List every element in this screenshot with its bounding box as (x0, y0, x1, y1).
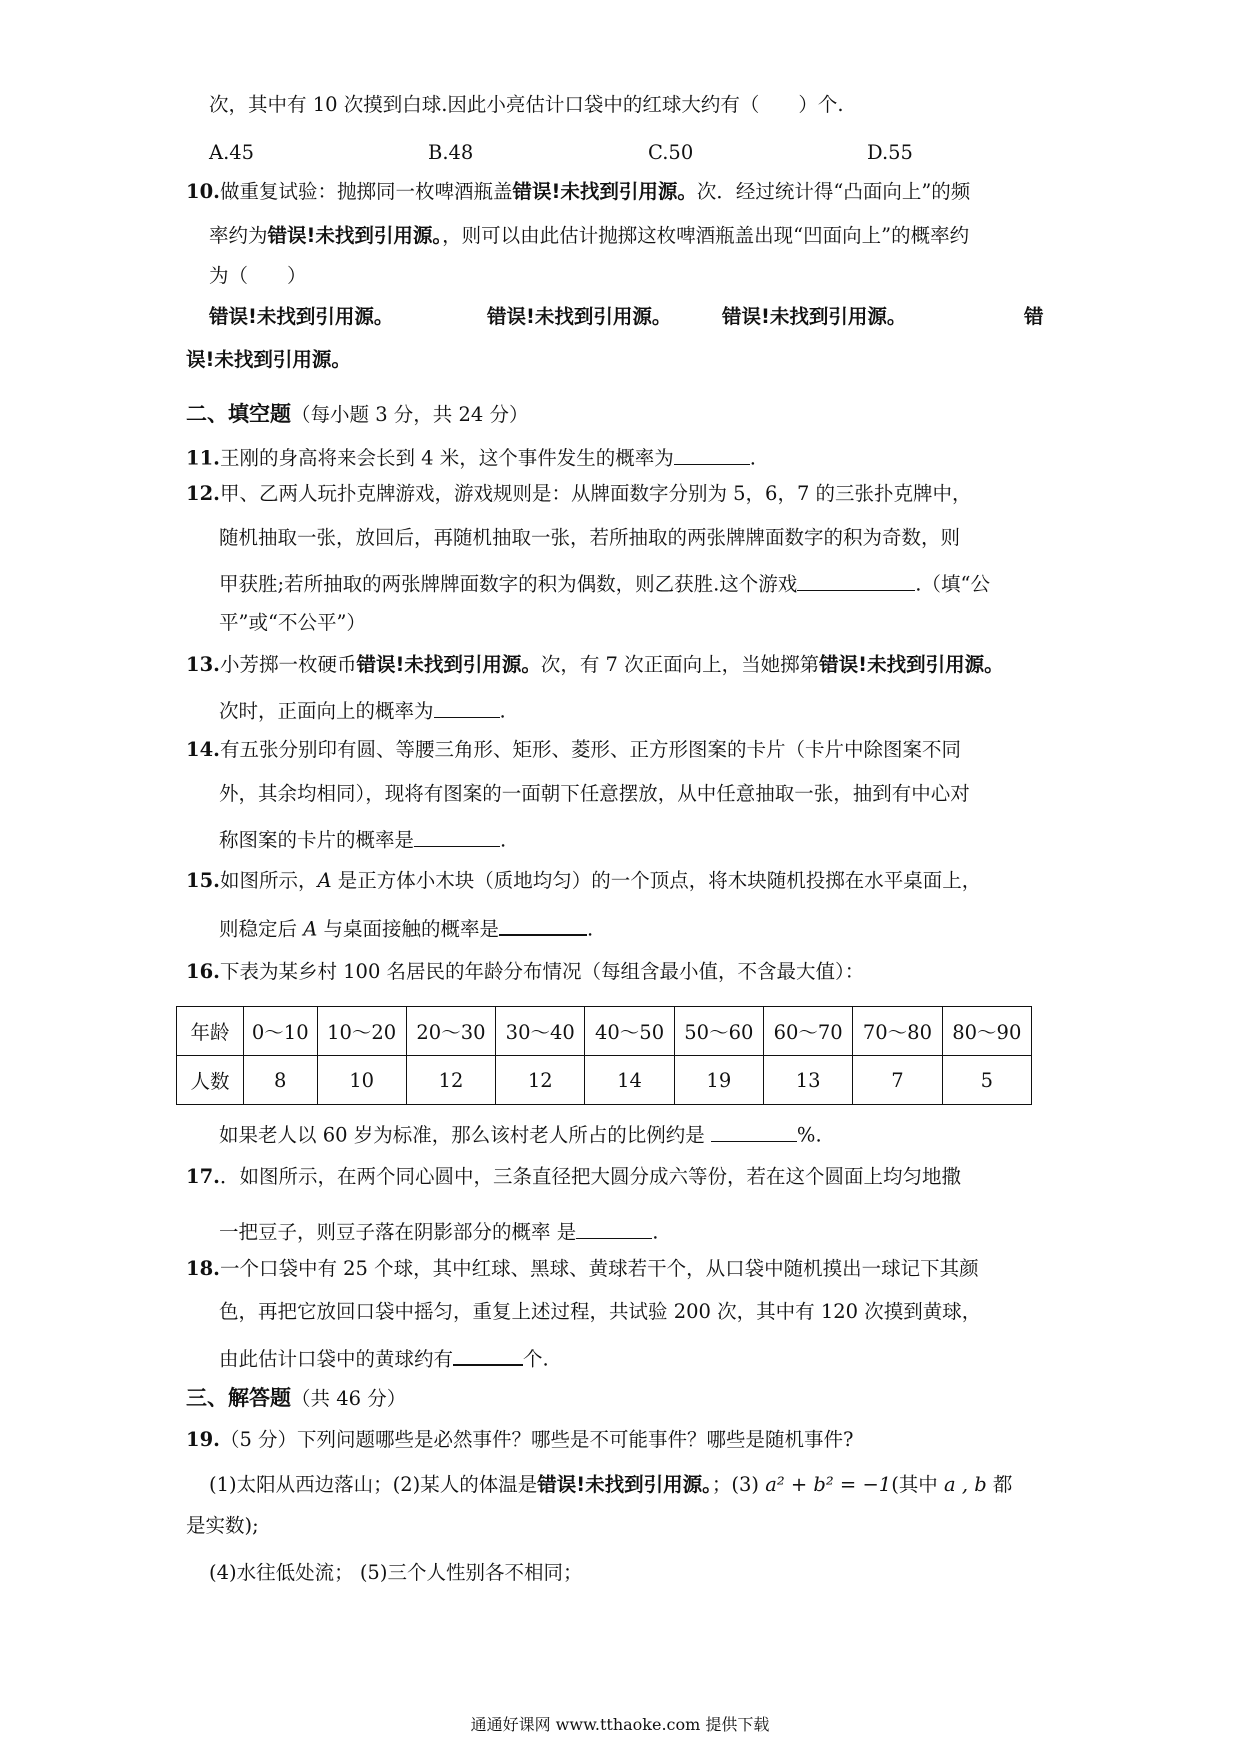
section-3-title: 三、解答题 (186, 1385, 291, 1410)
table-cell: 20～30 (406, 1007, 495, 1056)
q15-text-1a: 如图所示， (219, 869, 318, 892)
q18-answer-blank (453, 1344, 523, 1366)
q11-text: 王刚的身高将来会长到 4 米，这个事件发生的概率为 (219, 446, 674, 470)
q12-text-4: 平”或“不公平”） (219, 611, 366, 634)
q13-text-2a: 次时，正面向上的概率为 (219, 699, 434, 723)
age-distribution-table (176, 1006, 1032, 1105)
q16-after-text: 如果老人以 60 岁为标准，那么该村老人所占的比例约是 (219, 1123, 711, 1147)
q10-error-ref-2: 错误!未找到引用源。 (267, 224, 443, 247)
q9-option-a: A.45 (209, 141, 255, 164)
q12-text-2: 随机抽取一张，放回后，再随机抽取一张，若所抽取的两张牌牌面数字的积为奇数，则 (219, 526, 961, 549)
table-cell: 10 (317, 1056, 406, 1105)
q19-equation: a² + b² = −1 (765, 1473, 892, 1496)
table-cell: 12 (406, 1056, 495, 1105)
row-header-age: 年龄 (177, 1007, 244, 1056)
table-cell: 30～40 (496, 1007, 585, 1056)
q19-error-ref: 错误!未找到引用源。 (537, 1473, 712, 1496)
section-2-title: 二、填空题 (186, 401, 291, 426)
q11-number: 11. (186, 446, 220, 470)
q12-answer-blank (797, 570, 915, 591)
q19-text-1: （5 分）下列问题哪些是必然事件？哪些是不可能事件？哪些是随机事件? (219, 1428, 854, 1451)
q10-option-a: 错误!未找到引用源。 (209, 305, 394, 328)
q15-end: . (587, 917, 594, 941)
q19-text-4: (4)水往低处流； (5)三个人性别各不相同； (209, 1561, 583, 1584)
q15-vertex-a: A (317, 869, 332, 892)
q19-text-2d: 都 (986, 1473, 1013, 1496)
q13-answer-blank (434, 697, 500, 718)
q18-text-1: 一个口袋中有 25 个球，其中红球、黑球、黄球若干个，从口袋中随机摸出一球记下其颜 (219, 1257, 979, 1280)
q13-number: 13. (186, 653, 220, 676)
q13-error-ref-2: 错误!未找到引用源。 (819, 653, 1004, 676)
q15-text-2b: 与桌面接触的概率是 (317, 917, 499, 941)
q15-number: 15. (186, 869, 220, 892)
table-row-ages (177, 1007, 1032, 1056)
q11-end: . (749, 446, 756, 470)
table-cell: 12 (496, 1056, 585, 1105)
q9-continuation: 次，其中有 10 次摸到白球.因此小亮估计口袋中的红球大约有（ ）个. (209, 93, 844, 116)
section-2-heading (186, 403, 529, 425)
q14-answer-blank (414, 826, 500, 847)
q15-answer-blank (499, 914, 587, 936)
table-cell: 60～70 (763, 1007, 852, 1056)
q15-text-1b: 是正方体小木块（质地均匀）的一个顶点，将木块随机投掷在水平桌面上， (331, 869, 982, 892)
q9-option-d: D.55 (867, 141, 913, 164)
page-footer: 通通好课网 www.tthaoke.com 提供下载 (470, 1715, 770, 1734)
q9-option-b: B.48 (428, 141, 474, 164)
q13-error-ref-1: 错误!未找到引用源。 (356, 653, 541, 676)
table-cell: 40～50 (585, 1007, 674, 1056)
q10-option-b: 错误!未找到引用源。 (487, 305, 672, 328)
table-cell: 8 (244, 1056, 318, 1105)
table-cell: 19 (674, 1056, 763, 1105)
q18-number: 18. (186, 1257, 220, 1280)
q9-option-c: C.50 (648, 141, 694, 164)
table-cell: 7 (853, 1056, 942, 1105)
q17-number: 17. (186, 1165, 220, 1188)
q11-answer-blank (674, 444, 750, 465)
q13-end: . (499, 699, 506, 723)
q16-text: 下表为某乡村 100 名居民的年龄分布情况（每组含最小值，不含最大值）： (219, 960, 865, 983)
q18-text-2: 色，再把它放回口袋中摇匀，重复上述过程，共试验 200 次，其中有 120 次摸到黄球， (219, 1300, 982, 1323)
q14-text-2: 外，其余均相同），现将有图案的一面朝下任意摆放，从中任意抽取一张，抽到有中心对 (219, 782, 970, 805)
q13-text-1a: 小芳掷一枚硬币 (219, 653, 357, 676)
q19-text-2b: ；(3) (711, 1473, 766, 1496)
q17-end: . (652, 1220, 659, 1244)
q19-variables: a , b (944, 1473, 987, 1496)
section-3-heading (186, 1387, 406, 1409)
q16-answer-blank (711, 1121, 797, 1142)
q14-number: 14. (186, 738, 220, 761)
q19-number: 19. (186, 1428, 220, 1451)
q10-text-2a: 率约为 (209, 224, 268, 247)
row-header-count: 人数 (177, 1056, 244, 1105)
q10-option-d-head: 错 (1024, 305, 1044, 328)
q18-text-3: 由此估计口袋中的黄球约有 (219, 1347, 454, 1371)
q19-text-2c: (其中 (891, 1473, 945, 1496)
table-cell: 14 (585, 1056, 674, 1105)
q12-text-1: 甲、乙两人玩扑克牌游戏，游戏规则是：从牌面数字分别为 5，6，7 的三张扑克牌中， (219, 482, 972, 505)
table-cell: 5 (942, 1056, 1031, 1105)
q17-text-1: ．如图所示，在两个同心圆中，三条直径把大圆分成六等份，若在这个圆面上均匀地撒 (219, 1165, 961, 1188)
q15-vertex-a-2: A (303, 917, 318, 941)
q10-text-3: 为（ ） (209, 264, 307, 287)
q10-text-2b: ，则可以由此估计抛掷这枚啤酒瓶盖出现“凹面向上”的概率约 (442, 224, 970, 247)
section-2-note: （每小题 3 分，共 24 分） (291, 403, 529, 426)
question-11 (186, 444, 756, 468)
q16-number: 16. (186, 960, 220, 983)
table-cell: 50～60 (674, 1007, 763, 1056)
q16-after-end: %. (796, 1123, 822, 1147)
table-cell: 0～10 (244, 1007, 318, 1056)
q18-end: 个. (523, 1347, 549, 1371)
q14-text-1: 有五张分别印有圆、等腰三角形、矩形、菱形、正方形图案的卡片（卡片中除图案不同 (219, 738, 961, 761)
section-3-note: （共 46 分） (291, 1387, 407, 1410)
q10-text-1a: 做重复试验：抛掷同一枚啤酒瓶盖 (219, 180, 513, 203)
table-cell: 80～90 (942, 1007, 1031, 1056)
q14-end: . (500, 828, 507, 852)
q10-number: 10. (186, 180, 220, 203)
table-cell: 13 (763, 1056, 852, 1105)
table-cell: 70～80 (853, 1007, 942, 1056)
table-row-counts (177, 1056, 1032, 1105)
q12-number: 12. (186, 482, 220, 505)
q17-text-2: 一把豆子，则豆子落在阴影部分的概率 是 (219, 1220, 577, 1244)
q14-text-3: 称图案的卡片的概率是 (219, 828, 415, 852)
q10-option-c: 错误!未找到引用源。 (722, 305, 907, 328)
q19-text-3: 是实数); (186, 1514, 259, 1537)
q17-answer-blank (576, 1218, 652, 1239)
table-cell: 10～20 (317, 1007, 406, 1056)
q10-text-1b: 次．经过统计得“凸面向上”的频 (696, 180, 971, 203)
q10-error-ref-1: 错误!未找到引用源。 (512, 180, 697, 203)
q12-text-3b: .（填“公 (915, 572, 990, 596)
q19-text-2a: (1)太阳从西边落山；(2)某人的体温是 (209, 1473, 538, 1496)
q12-text-3a: 甲获胜;若所抽取的两张牌牌面数字的积为偶数，则乙获胜.这个游戏 (219, 572, 798, 596)
q15-text-2a: 则稳定后 (219, 917, 304, 941)
q10-option-d-tail: 误!未找到引用源。 (186, 348, 351, 371)
q13-text-1b: 次，有 7 次正面向上，当她掷第 (540, 653, 820, 676)
